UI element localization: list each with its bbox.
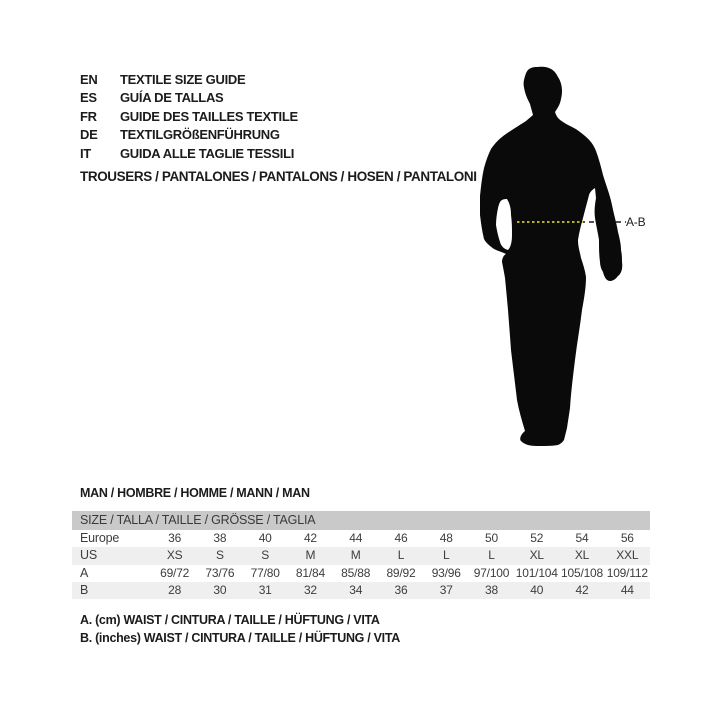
language-label: GUIDA ALLE TAGLIE TESSILI — [120, 145, 295, 161]
language-code: IT — [80, 145, 91, 161]
language-code: EN — [80, 72, 98, 87]
table-cell: 85/88 — [341, 565, 371, 580]
table-cell: 54 — [575, 531, 589, 545]
table-cell: 101/104 — [515, 565, 558, 580]
row-label: US — [80, 548, 97, 563]
language-row — [80, 145, 298, 163]
table-cell: S — [261, 548, 270, 563]
table-cell: 42 — [575, 582, 589, 597]
table-cell: 32 — [303, 582, 317, 597]
table-cell: XS — [166, 548, 183, 563]
language-code: FR — [80, 108, 97, 124]
table-cell: 40 — [258, 531, 272, 545]
table-cell: 77/80 — [250, 565, 280, 580]
table-cell: 36 — [168, 531, 182, 545]
table-cell: 44 — [349, 531, 363, 545]
size-table-header — [72, 511, 650, 530]
table-cell: L — [442, 548, 450, 563]
table-cell: L — [488, 548, 495, 563]
row-label: A — [80, 565, 89, 580]
table-cell: 31 — [258, 582, 272, 597]
section-title: MAN / HOMBRE / HOMME / MANN / MAN — [80, 486, 310, 500]
size-table — [72, 511, 650, 599]
language-row — [80, 71, 298, 89]
language-row — [80, 126, 298, 144]
table-cell: 38 — [213, 531, 227, 545]
language-code: DE — [80, 127, 98, 143]
table-cell: S — [215, 548, 224, 563]
table-cell: 34 — [349, 582, 363, 597]
row-label: Europe — [80, 531, 120, 545]
table-cell: L — [397, 548, 405, 563]
table-row-a — [72, 565, 650, 582]
table-cell: M — [305, 548, 316, 563]
waist-measure-label: A-B — [626, 215, 646, 229]
language-row — [80, 108, 298, 126]
man-silhouette — [440, 55, 700, 455]
table-cell: 93/96 — [431, 565, 461, 580]
table-cell: 73/76 — [205, 565, 235, 580]
measurement-notes — [80, 611, 400, 647]
note-b: B. (inches) WAIST / CINTURA / TAILLE / HÜFTUNG / VITA — [80, 631, 400, 646]
table-cell: 97/100 — [473, 565, 510, 580]
language-label: TEXTILE SIZE GUIDE — [120, 72, 246, 87]
table-cell: 44 — [620, 582, 634, 597]
table-cell: 38 — [485, 582, 498, 597]
table-cell: 89/92 — [386, 565, 416, 580]
table-cell: 56 — [620, 531, 634, 545]
language-code: ES — [80, 90, 97, 106]
language-list — [80, 71, 298, 163]
table-cell: XL — [529, 548, 544, 563]
table-cell: 28 — [168, 582, 182, 597]
language-row — [80, 89, 298, 107]
man-silhouette-path — [480, 67, 622, 446]
table-cell: 37 — [439, 582, 453, 597]
language-label: GUIDE DES TAILLES TEXTILE — [120, 108, 298, 124]
table-cell: 40 — [530, 582, 544, 597]
table-cell: 46 — [394, 531, 408, 545]
language-label: GUÍA DE TALLAS — [120, 90, 224, 106]
table-row-b — [72, 582, 650, 599]
table-cell: 81/84 — [295, 565, 325, 580]
row-label: B — [80, 582, 89, 597]
table-row-europe — [72, 530, 650, 547]
size-table-header-label: SIZE / TALLA / TAILLE / GRÖSSE / TAGLIA — [80, 513, 316, 527]
table-cell: 109/112 — [606, 565, 648, 580]
table-row-us — [72, 547, 650, 564]
table-cell: 30 — [213, 582, 227, 597]
note-a: A. (cm) WAIST / CINTURA / TAILLE / HÜFTUNG / VITA — [80, 613, 380, 627]
table-cell: 105/108 — [561, 565, 604, 580]
table-cell: XXL — [616, 548, 639, 563]
table-cell: 48 — [439, 531, 453, 545]
table-cell: M — [350, 548, 361, 563]
table-cell: 50 — [485, 531, 498, 545]
table-cell: XL — [574, 548, 590, 563]
category-title: TROUSERS / PANTALONES / PANTALONS / HOSEN / PANTALONI — [80, 169, 477, 184]
table-cell: 36 — [394, 582, 408, 597]
language-label: TEXTILGRÖßENFÜHRUNG — [120, 127, 280, 143]
table-cell: 52 — [530, 531, 544, 545]
table-cell: 69/72 — [160, 565, 190, 580]
table-cell: 42 — [303, 531, 317, 545]
